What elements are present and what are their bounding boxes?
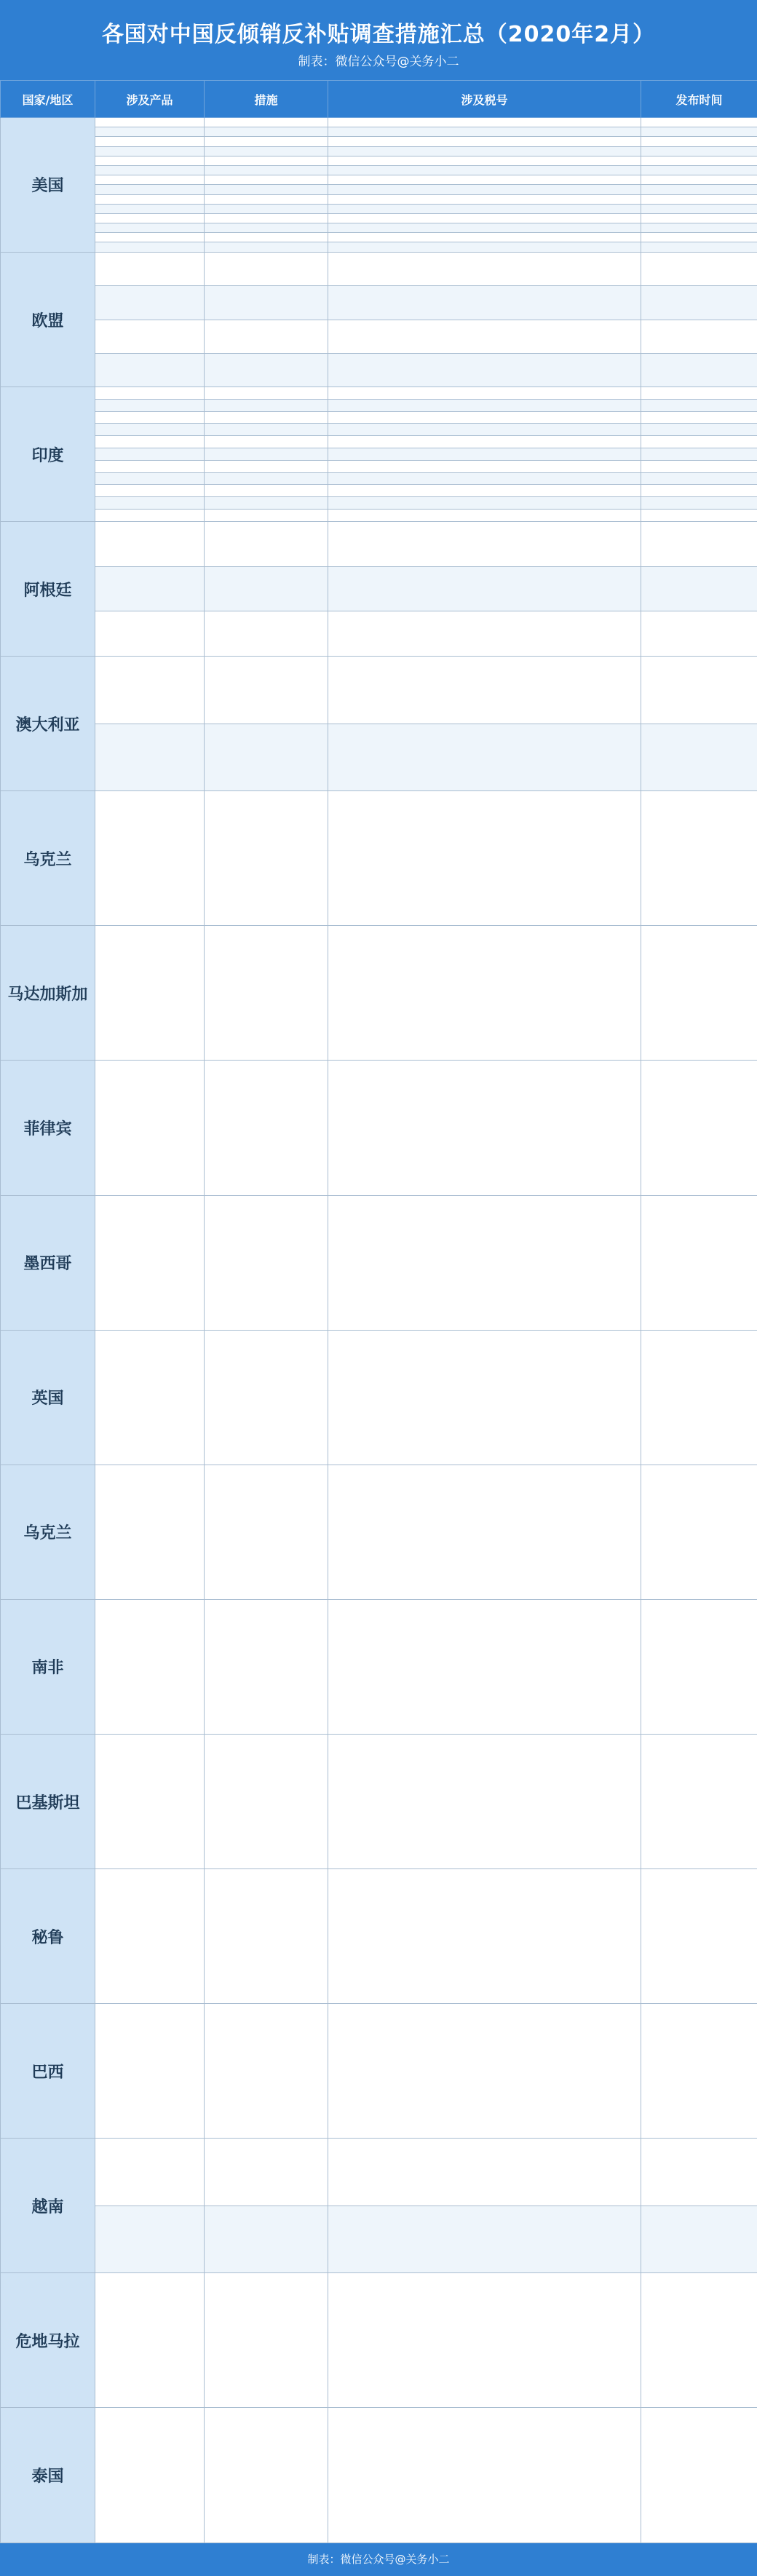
table-row <box>1 472 757 485</box>
country-cell: 危地马拉 <box>1 2273 95 2408</box>
date-cell <box>641 2273 757 2408</box>
product-cell <box>95 1195 205 1330</box>
measure-cell <box>205 242 328 253</box>
code-cell <box>328 411 641 424</box>
code-cell <box>328 399 641 411</box>
table-row <box>1 242 757 253</box>
date-cell <box>641 424 757 436</box>
product-cell <box>95 242 205 253</box>
measure-cell <box>205 485 328 497</box>
date-cell <box>641 2004 757 2139</box>
code-cell <box>328 127 641 137</box>
measure-cell <box>205 204 328 213</box>
table-row <box>1 387 757 400</box>
product-cell <box>95 286 205 320</box>
date-cell <box>641 657 757 724</box>
product-cell <box>95 1869 205 2004</box>
date-cell <box>641 1061 757 1195</box>
date-cell <box>641 353 757 387</box>
country-cell: 乌克兰 <box>1 791 95 926</box>
code-cell <box>328 1330 641 1465</box>
measure-cell <box>205 657 328 724</box>
code-cell <box>328 233 641 242</box>
date-cell <box>641 724 757 791</box>
date-cell <box>641 436 757 448</box>
date-cell <box>641 1734 757 1868</box>
table-row <box>1 510 757 522</box>
table-row <box>1 1195 757 1330</box>
code-cell <box>328 2206 641 2273</box>
page-subtitle: 制表：微信公众号@关务小二 <box>298 55 459 69</box>
column-header-product: 涉及产品 <box>95 81 205 118</box>
measure-cell <box>205 233 328 242</box>
date-cell <box>641 460 757 472</box>
code-cell <box>328 448 641 461</box>
column-header-measure: 措施 <box>205 81 328 118</box>
measure-cell <box>205 566 328 611</box>
date-cell <box>641 2206 757 2273</box>
product-cell <box>95 233 205 242</box>
table-row <box>1 611 757 657</box>
code-cell <box>328 194 641 204</box>
code-cell <box>328 2408 641 2543</box>
code-cell <box>328 213 641 223</box>
code-cell <box>328 2004 641 2139</box>
country-cell: 巴西 <box>1 2004 95 2139</box>
product-cell <box>95 2206 205 2273</box>
date-cell <box>641 2408 757 2543</box>
table-row <box>1 146 757 156</box>
column-header-code: 涉及税号 <box>328 81 641 118</box>
measure-cell <box>205 175 328 185</box>
date-cell <box>641 320 757 353</box>
date-cell <box>641 1869 757 2004</box>
measure-cell <box>205 2004 328 2139</box>
product-cell <box>95 2273 205 2408</box>
table-row <box>1 233 757 242</box>
code-cell <box>328 387 641 400</box>
country-cell: 英国 <box>1 1330 95 1465</box>
table-row <box>1 194 757 204</box>
code-cell <box>328 223 641 233</box>
table-row <box>1 1330 757 1465</box>
measure-cell <box>205 522 328 567</box>
code-cell <box>328 460 641 472</box>
date-cell <box>641 926 757 1061</box>
country-cell: 菲律宾 <box>1 1061 95 1195</box>
code-cell <box>328 137 641 146</box>
code-cell <box>328 165 641 175</box>
date-cell <box>641 194 757 204</box>
date-cell <box>641 2139 757 2206</box>
code-cell <box>328 611 641 657</box>
date-cell <box>641 146 757 156</box>
product-cell <box>95 204 205 213</box>
table-row <box>1 286 757 320</box>
date-cell <box>641 510 757 522</box>
measure-cell <box>205 791 328 926</box>
measure-cell <box>205 118 328 127</box>
column-header-date: 发布时间 <box>641 81 757 118</box>
product-cell <box>95 185 205 194</box>
table-row <box>1 424 757 436</box>
measure-cell <box>205 185 328 194</box>
table-row <box>1 137 757 146</box>
table-row <box>1 791 757 926</box>
product-cell <box>95 411 205 424</box>
code-cell <box>328 175 641 185</box>
date-cell <box>641 522 757 567</box>
date-cell <box>641 399 757 411</box>
measure-cell <box>205 146 328 156</box>
date-cell <box>641 185 757 194</box>
table-row <box>1 185 757 194</box>
table-row <box>1 657 757 724</box>
table-row <box>1 926 757 1061</box>
product-cell <box>95 399 205 411</box>
table-row <box>1 2139 757 2206</box>
measure-cell <box>205 399 328 411</box>
date-cell <box>641 387 757 400</box>
product-cell <box>95 448 205 461</box>
date-cell <box>641 204 757 213</box>
country-cell: 墨西哥 <box>1 1195 95 1330</box>
product-cell <box>95 791 205 926</box>
measure-cell <box>205 411 328 424</box>
table-header-row <box>1 81 757 118</box>
code-cell <box>328 497 641 510</box>
table-row <box>1 566 757 611</box>
table-row <box>1 1599 757 1734</box>
measure-cell <box>205 2273 328 2408</box>
code-cell <box>328 204 641 213</box>
table-row <box>1 118 757 127</box>
code-cell <box>328 118 641 127</box>
product-cell <box>95 485 205 497</box>
table-row <box>1 497 757 510</box>
measure-cell <box>205 724 328 791</box>
table-row <box>1 2273 757 2408</box>
date-cell <box>641 1465 757 1599</box>
product-cell <box>95 165 205 175</box>
table-row <box>1 2004 757 2139</box>
table-row <box>1 2206 757 2273</box>
code-cell <box>328 286 641 320</box>
product-cell <box>95 472 205 485</box>
table-body <box>1 118 757 2543</box>
code-cell <box>328 1734 641 1868</box>
table-row <box>1 399 757 411</box>
date-cell <box>641 286 757 320</box>
table-row <box>1 175 757 185</box>
product-cell <box>95 194 205 204</box>
code-cell <box>328 657 641 724</box>
code-cell <box>328 522 641 567</box>
country-cell: 南非 <box>1 1599 95 1734</box>
product-cell <box>95 436 205 448</box>
product-cell <box>95 657 205 724</box>
product-cell <box>95 460 205 472</box>
measure-cell <box>205 223 328 233</box>
measure-cell <box>205 497 328 510</box>
product-cell <box>95 566 205 611</box>
table-row <box>1 436 757 448</box>
product-cell <box>95 2408 205 2543</box>
measure-cell <box>205 436 328 448</box>
product-cell <box>95 118 205 127</box>
date-cell <box>641 472 757 485</box>
date-cell <box>641 118 757 127</box>
product-cell <box>95 223 205 233</box>
measure-cell <box>205 165 328 175</box>
date-cell <box>641 242 757 253</box>
product-cell <box>95 1061 205 1195</box>
measure-cell <box>205 1869 328 2004</box>
date-cell <box>641 448 757 461</box>
measure-cell <box>205 460 328 472</box>
measure-cell <box>205 353 328 387</box>
page-footer: 制表：微信公众号@关务小二 <box>0 2543 757 2576</box>
table-row <box>1 1734 757 1868</box>
table-row <box>1 448 757 461</box>
product-cell <box>95 146 205 156</box>
product-cell <box>95 353 205 387</box>
table-row <box>1 320 757 353</box>
measure-cell <box>205 2206 328 2273</box>
product-cell <box>95 387 205 400</box>
code-cell <box>328 353 641 387</box>
code-cell <box>328 252 641 285</box>
product-cell <box>95 724 205 791</box>
table-row <box>1 353 757 387</box>
code-cell <box>328 926 641 1061</box>
product-cell <box>95 2139 205 2206</box>
measure-cell <box>205 252 328 285</box>
product-cell <box>95 137 205 146</box>
country-cell: 马达加斯加 <box>1 926 95 1061</box>
measure-cell <box>205 448 328 461</box>
measure-cell <box>205 137 328 146</box>
date-cell <box>641 233 757 242</box>
product-cell <box>95 1465 205 1599</box>
date-cell <box>641 213 757 223</box>
product-cell <box>95 926 205 1061</box>
code-cell <box>328 1061 641 1195</box>
product-cell <box>95 1734 205 1868</box>
country-cell: 泰国 <box>1 2408 95 2543</box>
measures-table-wrap <box>0 80 757 2544</box>
measure-cell <box>205 1465 328 1599</box>
product-cell <box>95 252 205 285</box>
measure-cell <box>205 926 328 1061</box>
table-row <box>1 1061 757 1195</box>
product-cell <box>95 1330 205 1465</box>
product-cell <box>95 320 205 353</box>
date-cell <box>641 252 757 285</box>
code-cell <box>328 242 641 253</box>
product-cell <box>95 497 205 510</box>
date-cell <box>641 485 757 497</box>
date-cell <box>641 1195 757 1330</box>
code-cell <box>328 424 641 436</box>
measure-cell <box>205 2139 328 2206</box>
page-header <box>0 0 757 80</box>
measure-cell <box>205 320 328 353</box>
measure-cell <box>205 424 328 436</box>
date-cell <box>641 165 757 175</box>
code-cell <box>328 156 641 165</box>
product-cell <box>95 611 205 657</box>
country-cell: 秘鲁 <box>1 1869 95 2004</box>
code-cell <box>328 2139 641 2206</box>
product-cell <box>95 2004 205 2139</box>
date-cell <box>641 156 757 165</box>
table-row <box>1 127 757 137</box>
code-cell <box>328 791 641 926</box>
code-cell <box>328 472 641 485</box>
table-row <box>1 204 757 213</box>
measure-cell <box>205 286 328 320</box>
measure-cell <box>205 1599 328 1734</box>
measures-table <box>0 80 757 2543</box>
date-cell <box>641 137 757 146</box>
table-row <box>1 460 757 472</box>
measure-cell <box>205 1061 328 1195</box>
table-row <box>1 485 757 497</box>
date-cell <box>641 566 757 611</box>
code-cell <box>328 2273 641 2408</box>
product-cell <box>95 156 205 165</box>
code-cell <box>328 1599 641 1734</box>
country-cell: 美国 <box>1 118 95 253</box>
measure-cell <box>205 2408 328 2543</box>
table-row <box>1 522 757 567</box>
date-cell <box>641 497 757 510</box>
date-cell <box>641 1330 757 1465</box>
code-cell <box>328 436 641 448</box>
code-cell <box>328 1465 641 1599</box>
code-cell <box>328 566 641 611</box>
table-row <box>1 223 757 233</box>
code-cell <box>328 320 641 353</box>
measure-cell <box>205 194 328 204</box>
measure-cell <box>205 127 328 137</box>
date-cell <box>641 223 757 233</box>
date-cell <box>641 175 757 185</box>
country-cell: 乌克兰 <box>1 1465 95 1599</box>
code-cell <box>328 146 641 156</box>
country-cell: 欧盟 <box>1 252 95 387</box>
table-row <box>1 2408 757 2543</box>
product-cell <box>95 127 205 137</box>
table-row <box>1 252 757 285</box>
country-cell: 越南 <box>1 2139 95 2273</box>
table-row <box>1 165 757 175</box>
product-cell <box>95 510 205 522</box>
table-row <box>1 213 757 223</box>
product-cell <box>95 424 205 436</box>
date-cell <box>641 411 757 424</box>
measure-cell <box>205 1734 328 1868</box>
date-cell <box>641 127 757 137</box>
column-header-country: 国家/地区 <box>1 81 95 118</box>
table-row <box>1 156 757 165</box>
table-row <box>1 411 757 424</box>
product-cell <box>95 1599 205 1734</box>
table-row <box>1 1869 757 2004</box>
measure-cell <box>205 387 328 400</box>
measure-cell <box>205 510 328 522</box>
measure-cell <box>205 1330 328 1465</box>
date-cell <box>641 611 757 657</box>
measure-cell <box>205 1195 328 1330</box>
code-cell <box>328 1195 641 1330</box>
measure-cell <box>205 472 328 485</box>
date-cell <box>641 1599 757 1734</box>
country-cell: 巴基斯坦 <box>1 1734 95 1868</box>
code-cell <box>328 510 641 522</box>
product-cell <box>95 522 205 567</box>
table-row <box>1 724 757 791</box>
product-cell <box>95 175 205 185</box>
product-cell <box>95 213 205 223</box>
page-title: 各国对中国反倾销反补贴调查措施汇总（2020年2月） <box>101 22 656 47</box>
code-cell <box>328 1869 641 2004</box>
measure-cell <box>205 156 328 165</box>
country-cell: 澳大利亚 <box>1 657 95 791</box>
country-cell: 印度 <box>1 387 95 522</box>
code-cell <box>328 485 641 497</box>
country-cell: 阿根廷 <box>1 522 95 657</box>
measure-cell <box>205 611 328 657</box>
code-cell <box>328 724 641 791</box>
measure-cell <box>205 213 328 223</box>
table-row <box>1 1465 757 1599</box>
date-cell <box>641 791 757 926</box>
code-cell <box>328 185 641 194</box>
